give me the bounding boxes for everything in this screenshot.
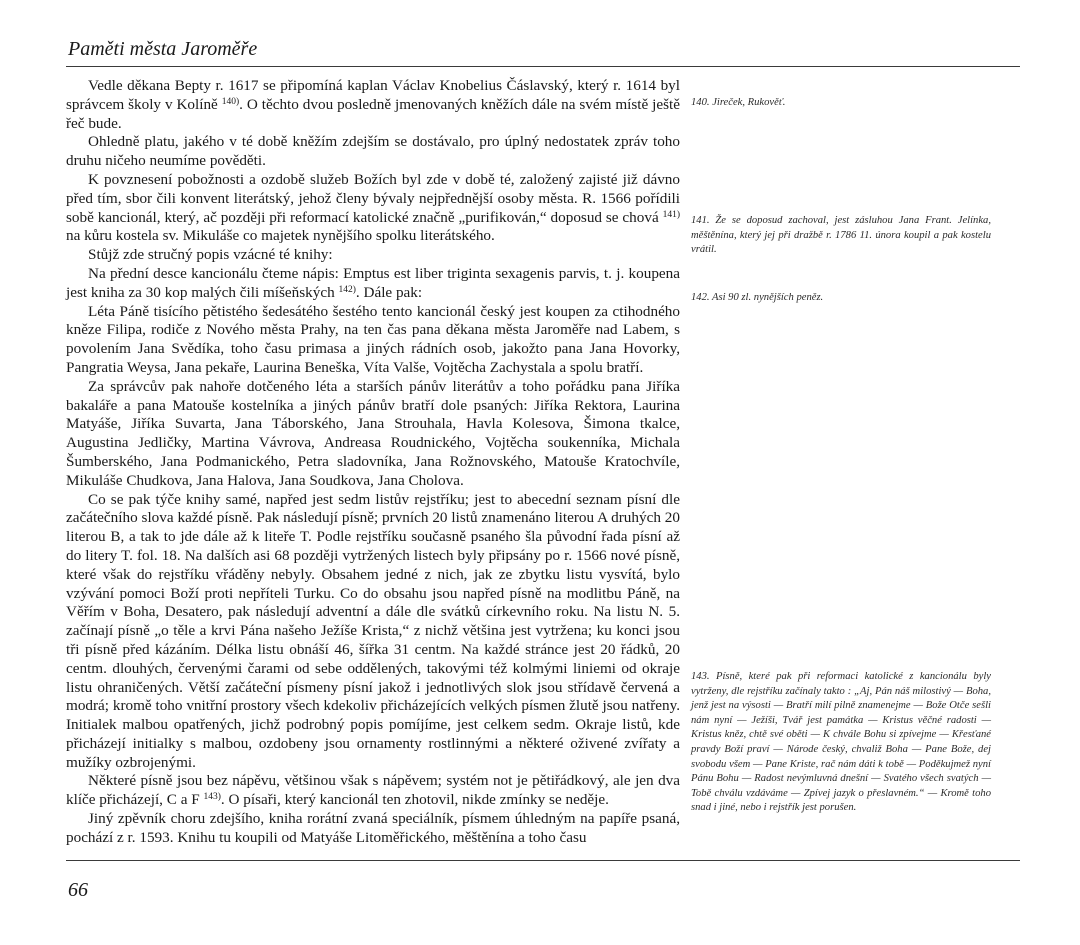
- paragraph: [66, 171, 680, 246]
- paragraph: Co se pak týče knihy samé, napřed jest sedm listův rejstříku; jest to abecední seznam písní dle začátečního slova každé písně. Pak následují písně; prvních 20 listů znamenáno literou A druhých 20 literou B, a tak to jde dále až k liteře T. Podle rejstříku současně psaného šla původní řada písní až do litery T. fol. 18. Na dalších asi 68 později vytržených listech byly připsány po r. 1566 nové písně, které však do rejstříku vřáděny nebyly. Obsahem jedné z nich, jak ze zbytku listu vysvítá, bylo vzývání pomoci Boží proti nepříteli Turku. Co do obsahu jsou napřed písně na modlitbu Páně, na Věřím v Boha, Desatero, pak následují adventní a dále dle svátků církevního roku. Na listu N. 5. začínají písně „o těle a krvi Pána našeho Ježíše Krista,“ z nichž většina jest vytržena; ku konci jsou tři písně před kázáním. Délka listu obnáší 46, šířka 31 centm. Na každé stránce jest 20 řádků, 20 centm. dlouhých, červenými čarami od sebe oddělených, takovými též kolmými liniemi od okraje listu ohraničených. Větší začáteční písmeny písní jakož i jednotlivých slok jsou střídavě červená a modrá; kromě toho vnitřní prostory všech kdekoliv přicházejících velkých písmen žlutě jsou natřeny. Initialek malbou opatřených, jichž podrobný popis pomíjíme, jest celkem sedm. Okraje listů, kde přicházejí initialky s malbou, ozdobeny jsou ornamenty rostlinnými a některé oživené zvířaty a mužíky ozbrojenými.: [66, 490, 680, 771]
- paragraph-text: . Dále pak:: [355, 283, 423, 301]
- paragraph: [66, 77, 680, 133]
- main-text: [66, 77, 680, 848]
- paragraph: Jiný zpěvník choru zdejšího, kniha rorátní zvaná speciálník, písmem úhledným na papíře psaná, pochází z r. 1593. Knihu tu koupili od Matyáše Litoměřického, měštěnína a toho času: [66, 810, 680, 846]
- paragraph: Stůjž zde stručný popis vzácné té knihy:: [88, 246, 333, 264]
- paragraph-text: . O těchto dvou posledně jmenovaných kněžích dále na svém místě ještě řeč bude.: [66, 95, 680, 132]
- margin-note-142: 142. Asi 90 zl. nynějších peněz.: [691, 292, 824, 303]
- paragraph-text: Na přední desce kancionálu čteme nápis: Emptus est liber triginta sexagenis parvis, t. j. koupena jest kniha za 30 kop malých čili míšeňských: [66, 264, 680, 301]
- paragraph-text: na kůru kostela sv. Mikuláše co majetek nynějšího spolku literátského.: [66, 227, 495, 245]
- footnote-ref: 143): [203, 792, 221, 803]
- footnote-ref: 141): [662, 209, 681, 220]
- running-title: Paměti města Jaroměře: [68, 38, 258, 60]
- margin-note-143: 143. Písně, které pak při reformaci katolické z kancionálu byly vytrženy, dle rejstříku začínaly takto : „Aj, Pán náš milostivý — Boha, jenž jest na výsosti — Bratří milí pilně znamenejme — Bože Otče sešli nám nyní — Ježíši, Tvář jest památka — Kristus věčné radosti — Kristus kněz, chtě své oběti — K chvále Bohu si zpívejme — Křesťané pravdy Boží praví — Národe český, chvaliž Boha — Pane Bože, dej svobodu všem — Pane Kriste, rač nám dáti k tobě — Poděkujmež nyní Pánu Bohu — Radost nevýmluvná dnešní — Svatého všech svatých — Tobě chválu vzdáváme — Zpívej jazyk o přeslavném.“ — Kromě toho snad i jiné, nebo i rejstřík jest porušen.: [691, 671, 991, 814]
- paragraph-text: . O písaři, který kancionál ten zhotovil, nikde zmínky se neděje.: [220, 791, 609, 809]
- paragraph: Za správcův pak nahoře dotčeného léta a starších pánův literátův a toho pořádku pana Jiříka bakaláře a pana Matouše kostelníka a jiných pánův bratří dole psaných: Jiříka Rektora, Laurina Matyáše, Jiříka Suvarta, Jana Táborského, Jana Strouhala, Havla Kolesova, Šimona tkalce, Augustina Jedličky, Martina Vávrova, Andreasa Roudnického, Vojtěcha soukenníka, Michala Šumberského, Jana Podmanického, Petra sladovníka, Jana Rožnovského, Matouše Kratochvíle, Mikuláše Chudkova, Jana Halova, Jana Soudkova, Jana Cholova.: [66, 377, 680, 489]
- paragraph: Léta Páně tisícího pětistého šedesátého šestého tento kancionál český jest koupen za ctihodného kněze Filipa, rodiče z Nového města Prahy, na ten čas pana děkana města Jaroměře nad Labem, s povolením Jana Svědíka, toho času primasa a jiných rádních osob, jakožto pana Jana Hovorky, Pangratia Weysa, Jana pekaře, Laurina Beneška, Víta Valše, Vojtěcha Zachystala a spolu bratří.: [66, 302, 680, 376]
- margin-note-141: 141. Že se doposud zachoval, jest zásluhou Jana Frant. Jelínka, měštěnína, který jej při dražbě r. 1786 11. února koupil a pak kostelu vrátil.: [691, 215, 991, 256]
- paragraph-text: K povznesení pobožnosti a ozdobě služeb Božích byl zde v době té, založený zajisté již dávno před tím, sbor čili konvent literátský, jehož členy bývaly nejpřednější osoby města. R. 1566 pořídili sobě kancionál, který, ač později při reformací katolické značně „purifikován,“ doposud se chová: [66, 170, 680, 226]
- footnote-ref: 140): [221, 96, 240, 107]
- running-header: [66, 36, 1020, 67]
- page-footer: [66, 860, 1020, 901]
- paragraph: [66, 265, 680, 303]
- paragraph-text: Vedle děkana Bepty r. 1617 se připomíná kaplan Václav Knobelius Čáslavský, který r. 1614 byl správcem školy v Kolíně: [66, 77, 680, 113]
- page-number: 66: [68, 879, 88, 901]
- footnote-ref: 142): [338, 284, 356, 295]
- paragraph: [66, 772, 680, 810]
- margin-note-140: 140. Jireček, Rukověť.: [691, 97, 786, 108]
- paragraph: Ohledně platu, jakého v té době kněžím zdejším se dostávalo, pro úplný nedostatek zpráv toho druhu ničeho neumíme pověděti.: [66, 133, 680, 170]
- paragraph-text: Některé písně jsou bez nápěvu, většinou však s nápěvem; systém not je pětiřádkový, ale jen dva klíče přicházejí, C a F: [66, 772, 680, 809]
